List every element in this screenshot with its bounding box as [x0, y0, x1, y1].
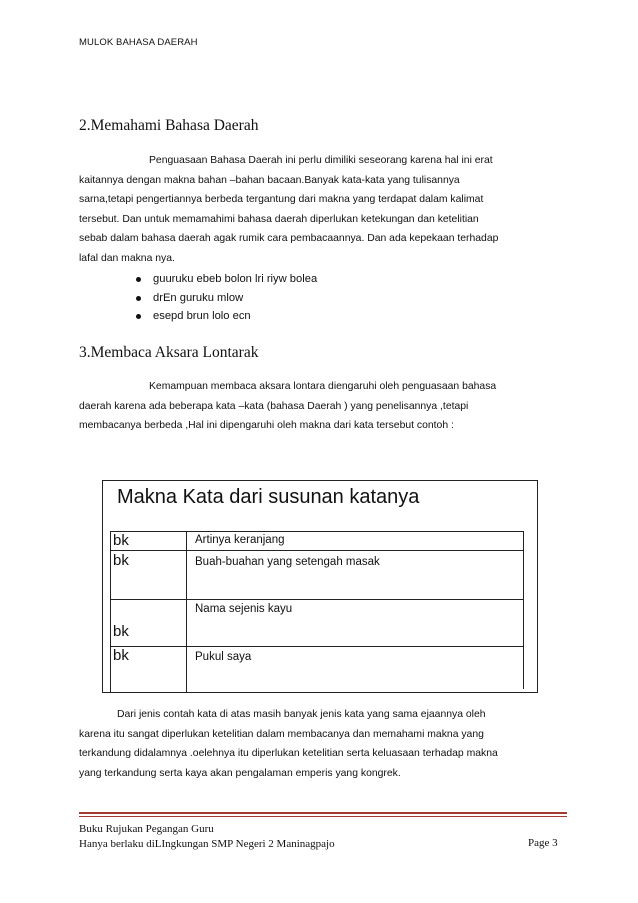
- paragraph-line: sarna,tetapi pengertiannya berbeda tergantung dari makna yang terdapat dalam kalimat: [79, 194, 484, 206]
- section-2-paragraph: [79, 151, 567, 269]
- paragraph-line: sebab dalam bahasa daerah agak rumik cara pembacaannya. Dan ada kepekaan terhadap: [79, 233, 499, 245]
- table-rule: [110, 599, 524, 600]
- bullet-item: guuruku ebeb bolon lri riyw bolea: [136, 270, 317, 289]
- table-cell-code: bk: [113, 647, 129, 664]
- section-3-paragraph: [79, 377, 567, 436]
- table-rule: [110, 646, 524, 647]
- table-column-rule: [523, 531, 524, 689]
- table-cell-meaning: Pukul saya: [195, 651, 252, 663]
- page-header: MULOK BAHASA DAERAH: [79, 37, 198, 48]
- paragraph-line: yang terkandung serta kaya akan pengalaman emperis yang kongrek.: [79, 767, 401, 779]
- footer-divider: [79, 816, 567, 817]
- table-cell-code: bk: [113, 552, 129, 569]
- paragraph-line: lafal dan makna nya.: [79, 252, 175, 264]
- table-cell-meaning: Nama sejenis kayu: [195, 603, 293, 615]
- table-cell-code: bk: [113, 532, 129, 549]
- table-column-rule: [110, 531, 111, 693]
- closing-paragraph: [79, 705, 567, 783]
- section-3-heading: 3.Membaca Aksara Lontarak: [79, 344, 259, 361]
- paragraph-line: membacanya berbeda ,Hal ini dipengaruhi oleh makna dari kata tersebut contoh :: [79, 420, 454, 432]
- table-rule: [110, 531, 524, 532]
- bullet-item: esepd brun lolo ecn: [136, 307, 317, 326]
- table-title: Makna Kata dari susunan katanya: [117, 486, 420, 508]
- paragraph-line: tersebut. Dan untuk memamahimi bahasa daerah diperlukan ketekungan dan ketelitian: [79, 213, 479, 225]
- meaning-table-frame: [102, 480, 538, 693]
- paragraph-line: terkandung didalamnya .oelehnya itu diperlukan ketelitian serta keluasaan terhadap makna: [79, 748, 498, 760]
- bullet-item: drEn guruku mlow: [136, 289, 317, 308]
- footer-book-title: Buku Rujukan Pegangan Guru: [79, 823, 214, 835]
- footer-note: Hanya berlaku diLIngkungan SMP Negeri 2 Maninagpajo: [79, 838, 335, 850]
- page-footer: [79, 822, 335, 852]
- paragraph-line: Dari jenis contah kata di atas masih banyak jenis kata yang sama ejaannya oleh: [117, 709, 486, 720]
- example-bullet-list: [136, 270, 317, 326]
- table-cell-meaning: Buah-buahan yang setengah masak: [195, 556, 380, 568]
- table-rule: [110, 550, 524, 551]
- paragraph-line: kaitannya dengan makna bahan –bahan bacaan.Banyak kata-kata yang tulisannya: [79, 174, 460, 186]
- paragraph-line: daerah karena ada beberapa kata –kata (bahasa Daerah ) yang penelisannya ,tetapi: [79, 400, 469, 412]
- paragraph-line: karena itu sangat diperlukan ketelitian dalam membacanya dan memahami makna yang: [79, 728, 484, 740]
- table-column-rule: [186, 531, 187, 693]
- page-number: Page 3: [528, 837, 558, 849]
- paragraph-line: Penguasaan Bahasa Daerah ini perlu dimiliki seseorang karena hal ini erat: [149, 155, 493, 166]
- section-2-heading: 2.Memahami Bahasa Daerah: [79, 117, 259, 134]
- paragraph-line: Kemampuan membaca aksara lontara diengaruhi oleh penguasaan bahasa: [149, 381, 497, 392]
- table-cell-code: bk: [113, 623, 129, 640]
- table-cell-meaning: Artinya keranjang: [195, 534, 285, 546]
- footer-divider: [79, 812, 567, 814]
